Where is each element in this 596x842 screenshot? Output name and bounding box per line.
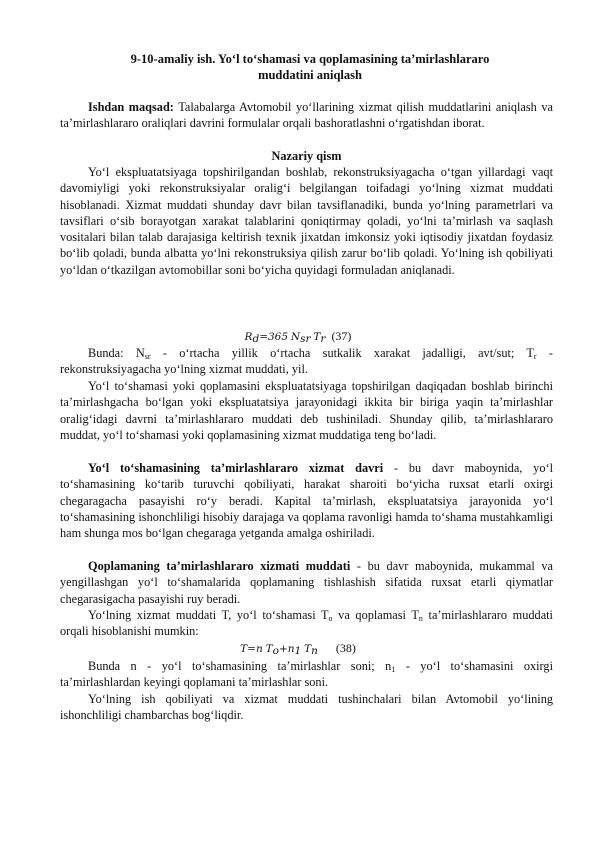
para6-sub1: o	[328, 614, 333, 623]
formula-38-tn: T	[304, 643, 312, 655]
formula-38-to: T	[265, 643, 273, 655]
formula-37	[0, 329, 596, 344]
para6-a: Yo‘lning xizmat muddati T, yo‘l to‘shamasi T	[88, 608, 329, 622]
paragraph-definitions-38	[60, 658, 553, 691]
para7-b: - yo‘l to‘shamasini oxirgi ta’mirlashlardan keyingi qoplamani ta’mirlashlar soni.	[60, 659, 553, 690]
formula-38-eq: =	[247, 643, 256, 655]
paragraph-coating-period	[60, 558, 553, 607]
para2-text: Bunda: N	[88, 346, 145, 360]
formula-38-tn-sub: n	[311, 645, 318, 657]
formula-37-t-sub: r	[320, 333, 326, 345]
formula-37-n-sub: sr	[300, 333, 311, 345]
formula-38-n1-sub: 1	[294, 645, 302, 657]
para5-rest: - bu davr maboynida, mukammal va yengillashgan yo‘l to‘shamalarida qoplamaning tishlashish sifatida ruxsat etarli qiymatlar chegarasigacha pasayishi ruy beradi.	[60, 559, 553, 606]
title-line-1: 9-10-amaliy ish. Yo‘l to‘shamasi va qoplamasining ta’mirlashlararo	[130, 52, 490, 66]
formula-38-n1: n	[287, 643, 295, 655]
para7-sub: 1	[391, 665, 396, 674]
goal-paragraph	[60, 99, 553, 132]
paragraph-reliability: Yo‘lning ish qobiliyati va xizmat muddati tushinchalari bilan Avtomobil yo‘lining ishonchliligi chambarchas bog‘liqdir.	[60, 692, 553, 723]
formula-37-lhs: R	[244, 331, 253, 343]
section-heading: Nazariy qism	[271, 149, 342, 163]
para5-bold: Qoplamaning ta’mirlashlararo xizmati muddati	[88, 559, 351, 573]
formula-38	[0, 641, 596, 656]
formula-37-t: T	[313, 331, 321, 343]
para4-rest: - bu davr maboynida, yo‘l to‘shamasining ko‘tarib turuvchi qobiliyati, harakat sharoiti bo‘yicha ruxsat etarli oxirgi chegaragacha pasayishi ro‘y beradi. Kapital ta’mirlash, ekspluatatsiya jarayonida yo‘l to‘shamasining ishonchliligi hisobiy darajaga va qoplama ravonligi hamda to‘shama mustahkamligi ham shunga mos bo‘lgan chegaraga yetganda amalga oshiriladi.	[60, 461, 553, 541]
formula-38-t: T	[240, 643, 248, 655]
paragraph-repair-interval: Yo‘l to‘shamasi yoki qoplamasini ekspluatatsiyaga topshirilgan daqiqadan boshlab birinchi ta’mirlashgacha bo‘lgan yoki ekspluatatsiya jarayonidagi ikkita bir biriga yaqin ta’mirlashlar oralig‘idagi davrni ta’mirlashlararo muddati deb tushiniladi. Shunday qilib, ta’mirlashlararo muddat, yo‘l to‘shamasi yoki qoplamasining xizmat muddatiga teng bo‘ladi.	[60, 379, 553, 442]
title-line-2: muddatini aniqlash	[258, 68, 362, 82]
para4-bold: Yo‘l to‘shamasining ta’mirlashlararo xizmat davri	[88, 461, 384, 475]
para7-a: Bunda n - yo‘l to‘shamasining ta’mirlashlar soni; n	[88, 659, 392, 673]
goal-text: Talabalarga Avtomobil yo‘llarining xizmat qilish muddatlarini aniqlash va ta’mirlashlararo oraliqlari davrini formulalar orqali bashoratlashni o‘rgatishdan iborat.	[60, 100, 553, 131]
para2-sub2: r	[533, 352, 537, 361]
formula-38-plus: +	[278, 643, 288, 655]
formula-37-eq: =365	[259, 331, 289, 343]
paragraph-definitions-37	[60, 345, 553, 378]
goal-label: Ishdan maqsad:	[88, 100, 174, 114]
page-title	[60, 51, 560, 83]
formula-38-to-sub: o	[272, 645, 279, 657]
formula-37-lhs-sub: d	[252, 333, 260, 345]
paragraph-pavement-period	[60, 460, 553, 541]
para2-end: - rekonstruksiyagacha yo‘lning xizmat muddati, yil.	[60, 346, 554, 377]
paragraph-service-life: Yo‘l ekspluatatsiyaga topshirilgandan boshlab, rekonstruksiyagacha o‘tgan yillardagi vaqt davomiyligi yoki rekonstruksiyalar oralig‘i belgilangan toifadagi yo‘lning xizmat muddati hisoblanadi. Xizmat muddati shunday davr bilan tavsiflanadiki, bunda yo‘lning parametrlari va tavsiflari o‘sib borayotgan xarakat talablarini qoniqtirmay qoladi, yo‘lni ta’mirlash va saqlash vositalari bilan talab darajasiga keltirish texnik jixatdan imkonsiz yoki iqtisodiy jixatdan foydasiz bo‘lib qoladi, bunda albatta yo‘lni rekonstruksiya qilish zarur bo‘lib qoladi. Yo‘lning ish qobiliyati yo‘ldan o‘tkazilgan avtomobillar soni bo‘yicha quyidagi formuladan aniqlanadi.	[60, 165, 553, 277]
paragraph-service-formula-intro	[60, 607, 553, 640]
formula-38-number: (38)	[335, 641, 356, 655]
para6-c: ta’mirlashlararo muddati orqali hisoblanishi mumkin:	[60, 608, 553, 639]
formula-37-n: N	[290, 331, 301, 343]
para2-rest: - o‘rtacha yillik o‘rtacha sutkalik xarakat jadalligi, avt/sut; T	[150, 346, 534, 360]
para2-sub: sr	[144, 352, 151, 361]
formula-37-number: (37)	[331, 329, 352, 343]
formula-38-n: n	[255, 643, 263, 655]
para6-sub2: n	[418, 614, 423, 623]
para6-b: va qoplamasi T	[332, 608, 419, 622]
